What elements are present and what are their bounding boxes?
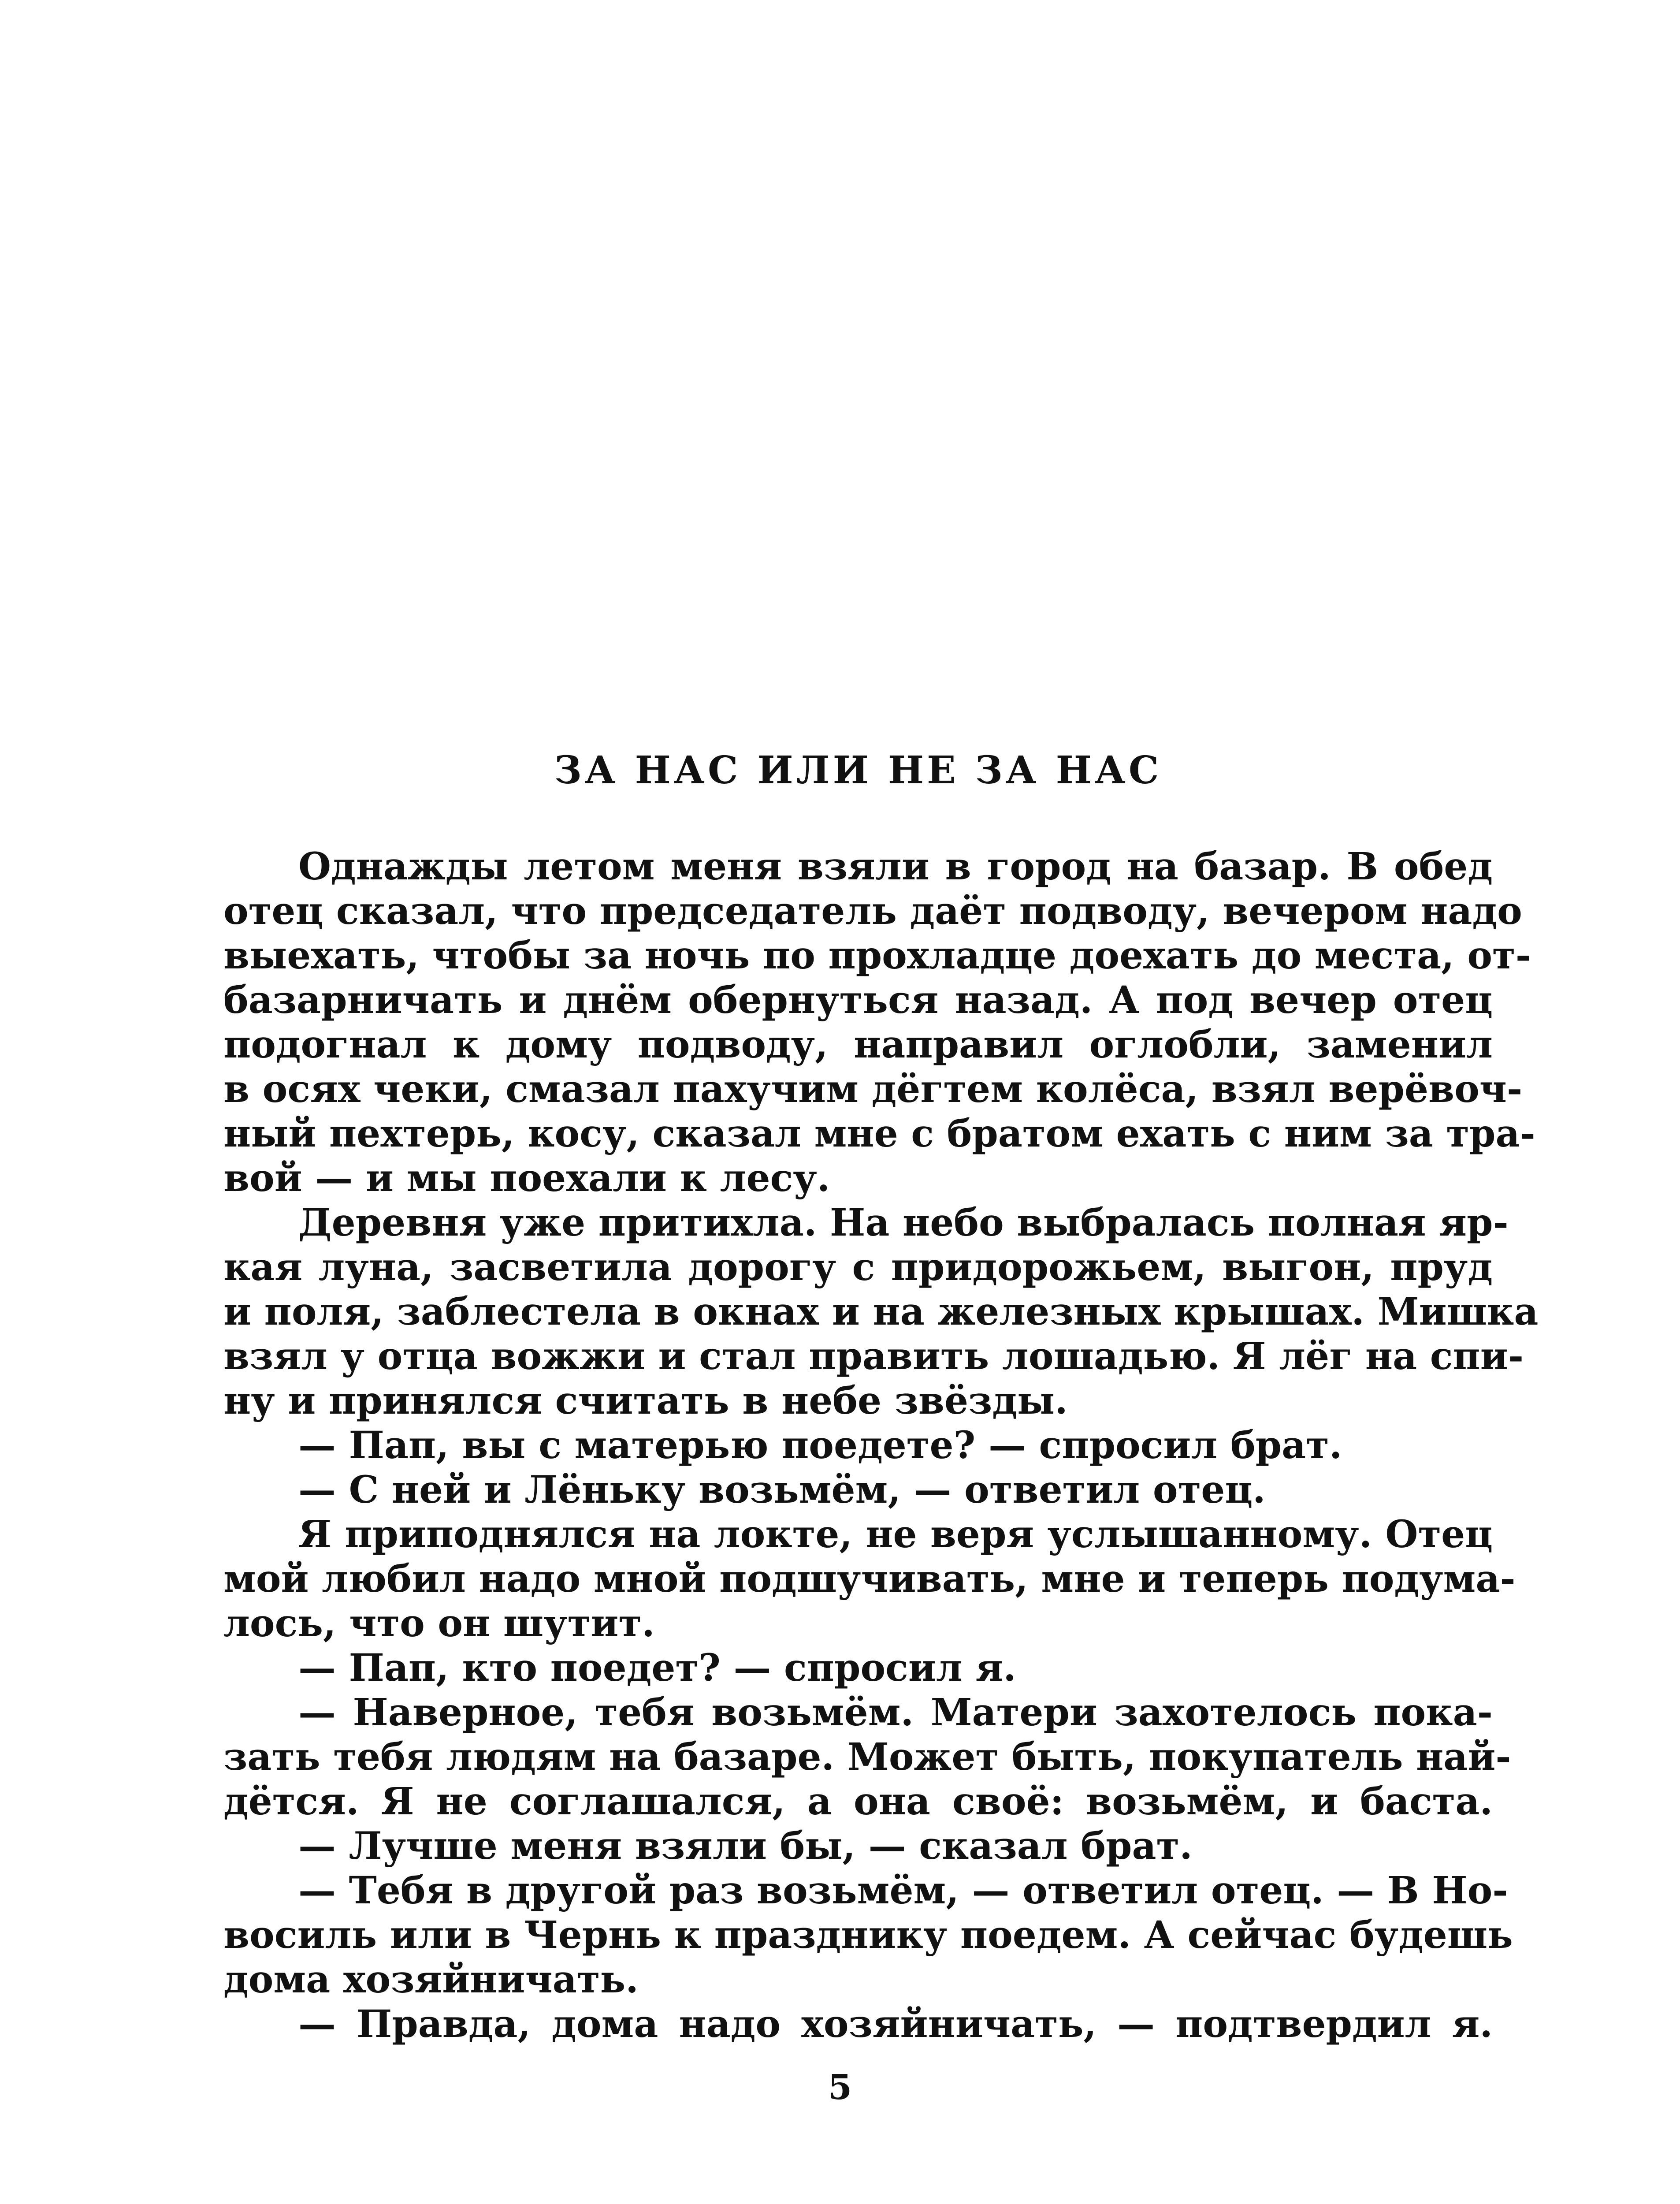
page-number: 5 (828, 2067, 852, 2107)
chapter-title: ЗА НАС ИЛИ НЕ ЗА НАС (554, 748, 1162, 793)
text-block (223, 748, 1539, 2047)
text-line: выехать, чтобы за ночь по прохладце доехать до места, от- (223, 934, 1531, 978)
text-line: восиль или в Чернь к празднику поедем. А сейчас будешь (223, 1913, 1513, 1957)
text-line: — Наверное, тебя возьмём. Матери захотелось пока- (298, 1690, 1493, 1735)
text-line: Однажды летом меня взяли в город на базар. В обед (298, 845, 1493, 889)
text-line: отец сказал, что председатель даёт подводу, вечером надо (223, 889, 1522, 933)
text-line: — Тебя в другой раз возьмём, — ответил отец. — В Но- (298, 1869, 1508, 1913)
text-line: зать тебя людям на базаре. Может быть, покупатель най- (223, 1735, 1511, 1779)
text-line: ный пехтерь, косу, сказал мне с братом ехать с ним за тра- (223, 1112, 1535, 1156)
text-line: в осях чеки, смазал пахучим дёгтем колёса, взял верёвоч- (223, 1067, 1523, 1111)
body-text (223, 845, 1539, 2047)
text-line: кая луна, засветила дорогу с придорожьем, выгон, пруд (223, 1245, 1493, 1289)
text-line: лось, что он шутит. (223, 1601, 655, 1646)
text-line: Деревня уже притихла. На небо выбралась полная яр- (298, 1201, 1509, 1245)
text-line: ну и принялся считать в небе звёзды. (223, 1379, 1068, 1423)
text-line: вой — и мы поехали к лесу. (223, 1156, 830, 1200)
text-line: — Пап, вы с матерью поедете? — спросил брат. (298, 1423, 1342, 1467)
text-line: и поля, заблестела в окнах и на железных крышах. Мишка (223, 1290, 1539, 1334)
text-line: взял у отца вожжи и стал править лошадью. Я лёг на спи- (223, 1334, 1524, 1378)
text-line: дома хозяйничать. (223, 1958, 639, 2002)
text-line: — Лучше меня взяли бы, — сказал брат. (298, 1824, 1193, 1868)
text-line: Я приподнялся на локте, не веря услышанному. Отец (298, 1512, 1493, 1556)
text-line: мой любил надо мной подшучивать, мне и теперь подума- (223, 1557, 1516, 1601)
text-line: — С ней и Лёньку возьмём, — ответил отец. (298, 1468, 1266, 1512)
text-line: подогнал к дому подводу, направил оглобли, заменил (223, 1023, 1493, 1067)
text-line: базарничать и днём обернуться назад. А под вечер отец (223, 978, 1493, 1022)
text-line: — Пап, кто поедет? — спросил я. (298, 1646, 1016, 1690)
text-line: — Правда, дома надо хозяйничать, — подтвердил я. (298, 2002, 1493, 2046)
text-line: дётся. Я не соглашался, а она своё: возьмём, и баста. (223, 1780, 1493, 1824)
